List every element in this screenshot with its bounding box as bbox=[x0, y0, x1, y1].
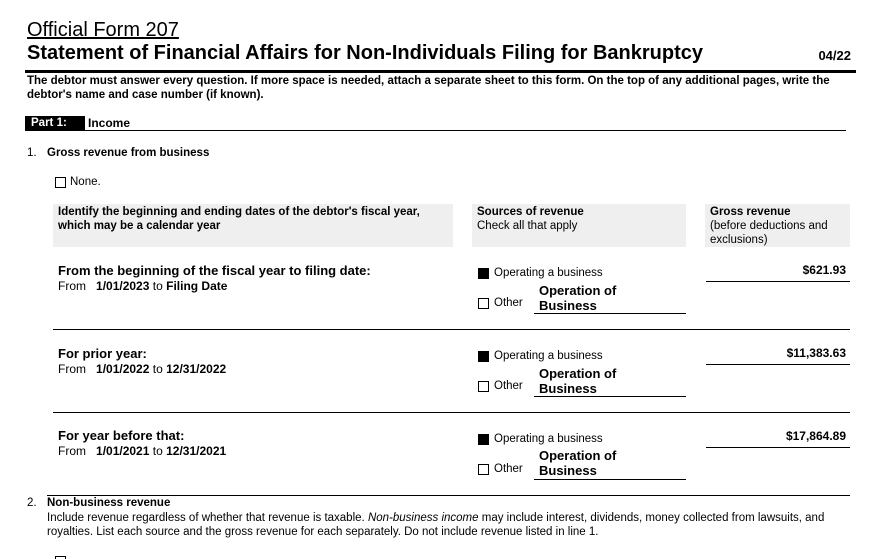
amount-underline bbox=[706, 281, 850, 282]
operating-label: Operating a business bbox=[494, 433, 603, 445]
none-label: None. bbox=[70, 176, 101, 188]
other-source-option[interactable] bbox=[478, 297, 523, 309]
operating-label: Operating a business bbox=[494, 350, 603, 362]
other-checkbox[interactable] bbox=[478, 381, 489, 392]
none-option[interactable] bbox=[55, 176, 101, 188]
dates-header-text: Identify the beginning and ending dates of the debtor's fiscal year, which may be a calendar year bbox=[58, 206, 420, 232]
other-detail-underline bbox=[534, 479, 686, 480]
gross-revenue-amount[interactable]: $11,383.63 bbox=[786, 346, 846, 360]
form-date: 04/22 bbox=[818, 48, 851, 63]
operating-business-option[interactable] bbox=[478, 433, 603, 445]
from-label: From bbox=[58, 279, 86, 293]
amount-underline bbox=[706, 364, 850, 365]
question-number: 2. bbox=[27, 497, 37, 509]
form-number: Official Form 207 bbox=[27, 19, 179, 41]
form-title: Statement of Financial Affairs for Non-Individuals Filing for Bankruptcy bbox=[27, 42, 703, 64]
other-label: Other bbox=[494, 297, 523, 309]
operating-checkbox[interactable] bbox=[478, 434, 489, 445]
other-label: Other bbox=[494, 463, 523, 475]
gross-header-sub: (before deductions and exclusions) bbox=[710, 220, 828, 246]
operating-business-option[interactable] bbox=[478, 267, 603, 279]
to-date: Filing Date bbox=[166, 279, 228, 293]
part-rule bbox=[85, 130, 846, 131]
from-label: From bbox=[58, 444, 86, 458]
period-title: For year before that: bbox=[58, 428, 185, 443]
row-divider bbox=[53, 329, 850, 330]
none-checkbox[interactable] bbox=[55, 177, 66, 188]
sources-header-sub: Check all that apply bbox=[477, 220, 578, 232]
to-label: to bbox=[152, 444, 163, 458]
from-date: 1/01/2021 bbox=[96, 444, 150, 458]
other-detail-underline bbox=[534, 313, 686, 314]
operating-checkbox[interactable] bbox=[478, 268, 489, 279]
period-dates bbox=[58, 444, 226, 458]
other-checkbox[interactable] bbox=[478, 298, 489, 309]
desc-part2: may include interest, dividends, money collected from lawsuits, and royalties. List each source and the gross revenue for each separately. Do not include revenue listed in line 1. bbox=[47, 512, 825, 538]
desc-italic: Non-business income bbox=[367, 512, 479, 524]
period-dates bbox=[58, 279, 227, 293]
dates-column-header bbox=[53, 204, 453, 247]
to-label: to bbox=[152, 279, 163, 293]
part-title: Income bbox=[88, 116, 131, 130]
other-detail-underline bbox=[534, 396, 686, 397]
operating-checkbox[interactable] bbox=[478, 351, 489, 362]
question2-description bbox=[47, 511, 852, 539]
gross-column-header bbox=[705, 204, 850, 247]
other-label: Other bbox=[494, 380, 523, 392]
other-checkbox[interactable] bbox=[478, 464, 489, 475]
question-text: Non-business revenue bbox=[47, 497, 171, 509]
to-label: to bbox=[152, 362, 163, 376]
desc-part1: Include revenue regardless of whether that revenue is taxable. bbox=[47, 512, 365, 524]
to-date: 12/31/2022 bbox=[166, 362, 227, 376]
row-divider bbox=[53, 412, 850, 413]
question-text: Gross revenue from business bbox=[47, 147, 210, 159]
operating-business-option[interactable] bbox=[478, 350, 603, 362]
from-date: 1/01/2022 bbox=[96, 362, 150, 376]
question2-rule bbox=[47, 495, 850, 496]
period-title: For prior year: bbox=[58, 346, 147, 361]
gross-header-title: Gross revenue bbox=[710, 206, 791, 218]
other-source-detail[interactable]: Operation of Business bbox=[539, 366, 617, 396]
part-badge: Part 1: bbox=[25, 116, 85, 131]
amount-underline bbox=[706, 447, 850, 448]
other-source-option[interactable] bbox=[478, 380, 523, 392]
other-source-detail[interactable]: Operation of Business bbox=[539, 448, 617, 478]
gross-revenue-amount[interactable]: $621.93 bbox=[802, 263, 846, 277]
other-source-option[interactable] bbox=[478, 463, 523, 475]
gross-revenue-amount[interactable]: $17,864.89 bbox=[785, 429, 846, 443]
period-dates bbox=[58, 362, 226, 376]
from-date: 1/01/2023 bbox=[96, 279, 150, 293]
operating-label: Operating a business bbox=[494, 267, 603, 279]
header-rule bbox=[25, 70, 856, 73]
sources-column-header bbox=[472, 204, 686, 247]
from-label: From bbox=[58, 362, 86, 376]
period-title: From the beginning of the fiscal year to filing date: bbox=[58, 263, 371, 278]
form-instructions: The debtor must answer every question. If more space is needed, attach a separate sheet to this form. On the top of any additional pages, write the debtor's name and case number (if known). bbox=[27, 75, 830, 101]
to-date: 12/31/2021 bbox=[166, 444, 227, 458]
question-number: 1. bbox=[27, 147, 37, 159]
sources-header-title: Sources of revenue bbox=[477, 206, 584, 218]
other-source-detail[interactable]: Operation of Business bbox=[539, 283, 617, 313]
